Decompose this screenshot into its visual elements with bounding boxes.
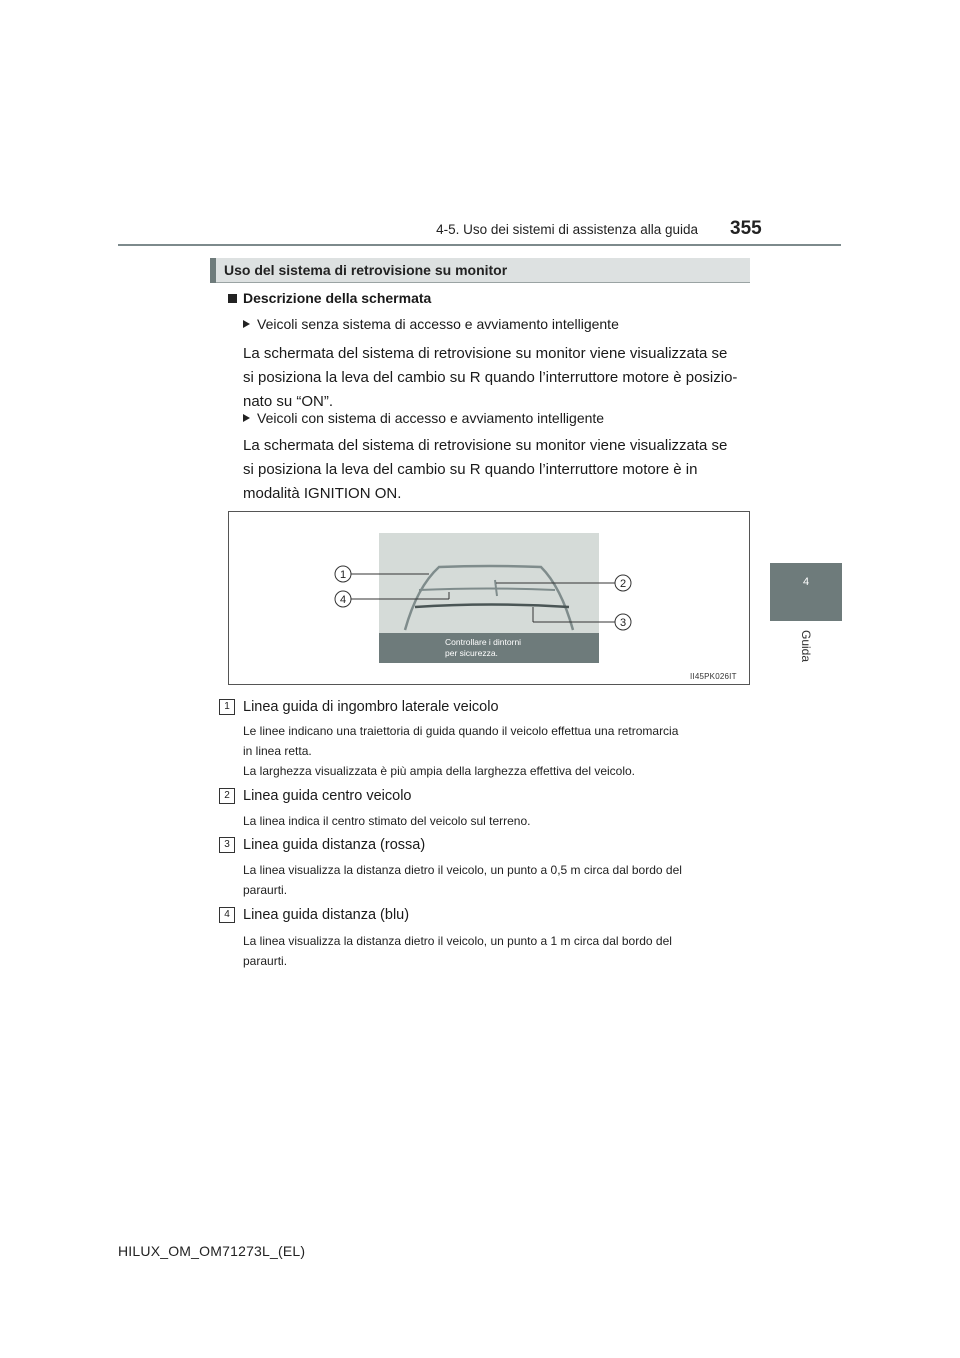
paragraph-2 [243,434,745,506]
chapter-label: Guida [799,629,813,663]
item-description-line: La linea visualizza la distanza dietro il veicolo, un punto a 1 m circa dal bordo del [243,934,672,948]
chapter-number: 4 [802,576,810,588]
callout-1-label: 1 [339,569,347,581]
condition-bullet-2 [243,410,604,426]
paragraph-line: modalità IGNITION ON. [243,485,402,502]
callout-3 [615,614,631,630]
item-number-badge: 2 [219,788,235,804]
figure-code: II45PK026IT [690,672,737,681]
item-description-line: La larghezza visualizzata è più ampia della larghezza effettiva del veicolo. [243,764,636,778]
document-code-footer: HILUX_OM_OM71273L_(EL) [118,1243,306,1259]
item-description [243,721,746,781]
callout-3-label: 3 [619,617,627,629]
section-heading-accent [210,258,216,283]
item-description [243,811,746,831]
item-description-line: paraurti. [243,883,288,897]
item-description-line: La linea indica il centro stimato del veicolo sul terreno. [243,814,531,828]
paragraph-line: La schermata del sistema di retrovisione su monitor viene visualizzata se [243,437,728,454]
triangle-bullet-icon [243,414,250,422]
rear-view-monitor-figure [228,511,750,685]
item-description-line: Le linee indicano una traiettoria di guida quando il veicolo effettua una retromarcia [243,724,679,738]
paragraph-1 [243,342,745,414]
section-heading: Uso del sistema di retrovisione su monitor [224,262,508,278]
square-bullet-icon [228,294,237,303]
item-description-line: paraurti. [243,954,288,968]
paragraph-line: si posiziona la leva del cambio su R quando l’interruttore motore è in [243,461,698,478]
item-title: Linea guida distanza (rossa) [243,837,426,853]
monitor-illustration [229,512,749,684]
paragraph-line: si posiziona la leva del cambio su R quando l’interruttore motore è posizio- [243,369,738,386]
running-header-section: 4-5. Uso dei sistemi di assistenza alla guida [436,222,698,237]
monitor-message-line1: Controllare i dintorni [445,637,522,647]
callout-4-label: 4 [339,594,347,606]
item-title: Linea guida centro veicolo [243,788,412,804]
callout-2-label: 2 [619,578,627,590]
monitor-message-line2: per sicurezza. [445,648,498,658]
condition-bullet-text: Veicoli con sistema di accesso e avviamento intelligente [257,410,605,426]
callout-2 [615,575,631,591]
page-number: 355 [730,218,762,239]
condition-bullet-1 [243,316,619,332]
item-description-line: in linea retta. [243,744,312,758]
subheading-text: Descrizione della schermata [243,290,432,306]
subheading [228,290,431,306]
paragraph-line: nato su “ON”. [243,393,334,410]
callout-4 [335,591,351,607]
condition-bullet-text: Veicoli senza sistema di accesso e avviamento intelligente [257,316,619,332]
chapter-tab [770,563,842,621]
header-rule [118,244,841,246]
item-description [243,860,746,900]
item-title: Linea guida distanza (blu) [243,907,410,923]
item-description-line: La linea visualizza la distanza dietro il veicolo, un punto a 0,5 m circa dal bordo del [243,863,682,877]
item-description [243,931,746,971]
chapter-label-container [770,628,842,668]
triangle-bullet-icon [243,320,250,328]
item-number-badge: 4 [219,907,235,923]
callout-1 [335,566,351,582]
item-number-badge: 3 [219,837,235,853]
paragraph-line: La schermata del sistema di retrovisione su monitor viene visualizzata se [243,345,728,362]
item-number-badge: 1 [219,699,235,715]
item-title: Linea guida di ingombro laterale veicolo [243,699,499,715]
